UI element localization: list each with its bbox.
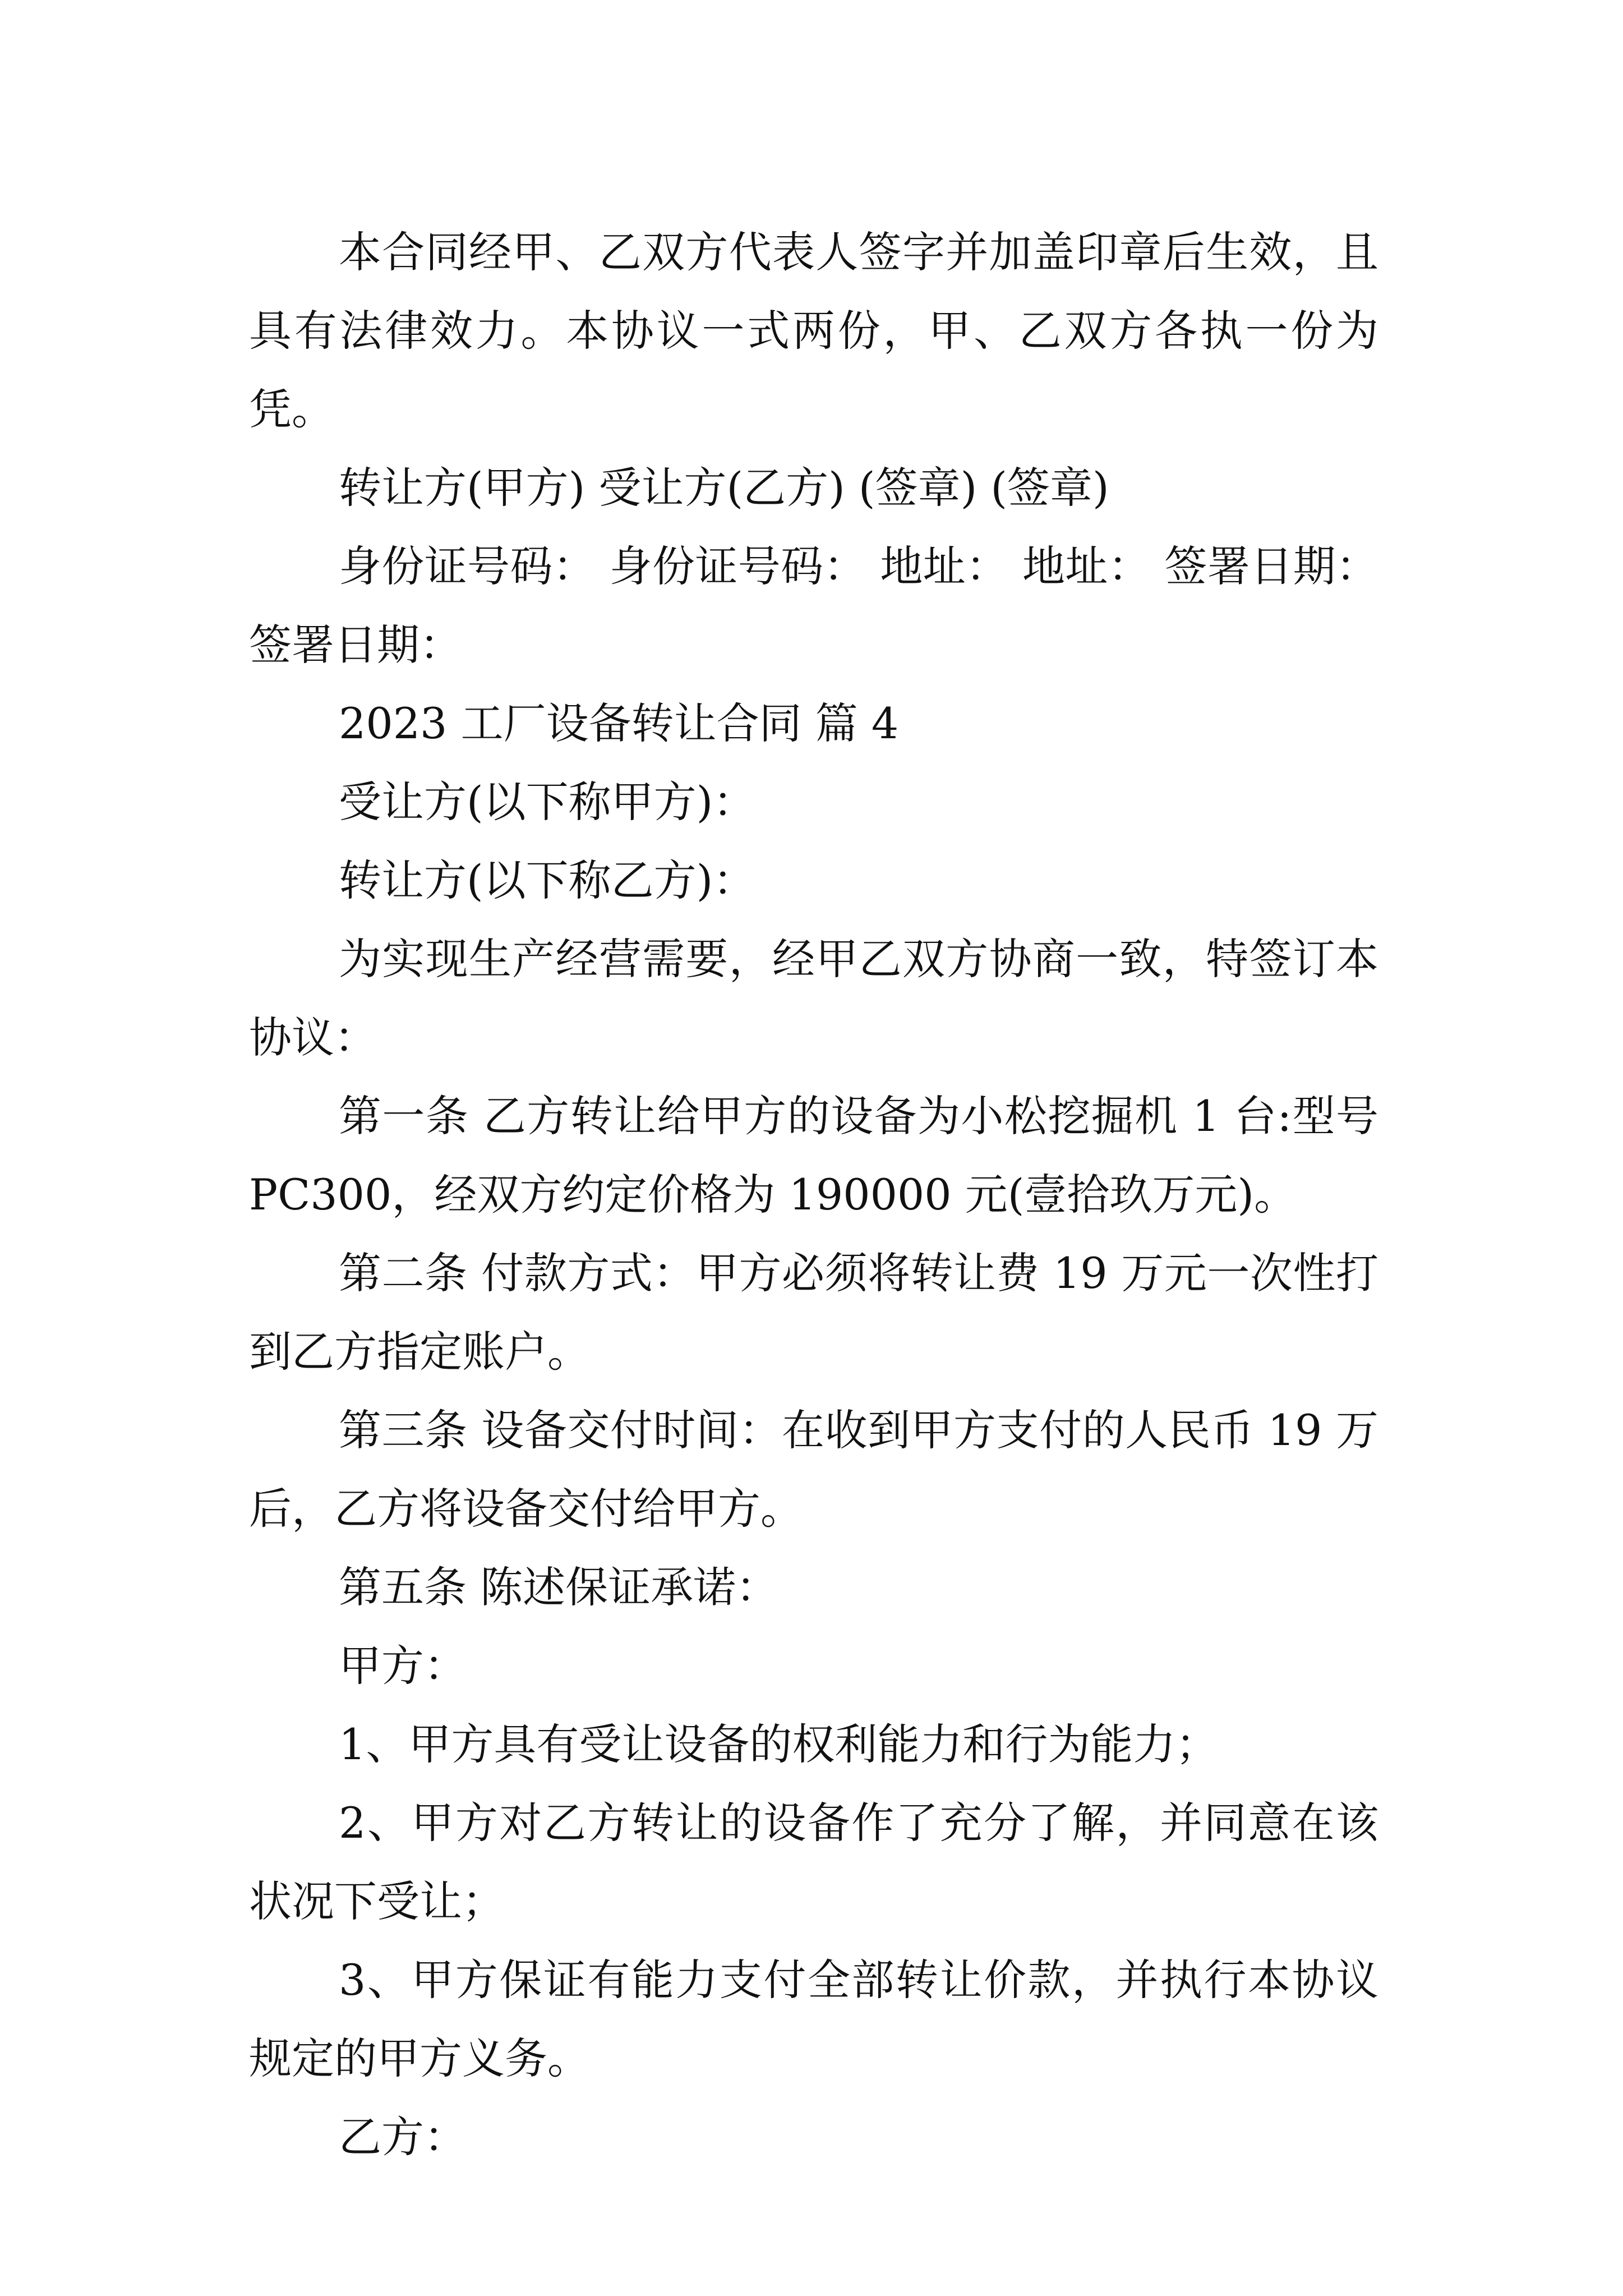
paragraph-party-b-heading: 乙方： xyxy=(339,2112,467,2162)
paragraph-party-a-item-2: 2、甲方对乙方转让的设备作了充分了解，并同意在该状况下受让； xyxy=(249,1798,1378,1926)
paragraph-article-1: 第一条 乙方转让给甲方的设备为小松挖掘机 1 台:型号 PC300，经双方约定价格为 190000 元(壹拾玖万元)。 xyxy=(249,1091,1378,1220)
paragraph-preamble: 为实现生产经营需要，经甲乙双方协商一致，特签订本协议： xyxy=(249,934,1378,1062)
paragraph-transferor: 转让方(以下称乙方)： xyxy=(339,855,756,905)
paragraph-signature-parties: 转让方(甲方) 受让方(乙方) (签章) (签章) xyxy=(339,463,1109,513)
paragraph-article-5: 第五条 陈述保证承诺： xyxy=(339,1562,779,1612)
paragraph-transferee: 受让方(以下称甲方)： xyxy=(339,777,756,827)
paragraph-article-3: 第三条 设备交付时间：在收到甲方支付的人民币 19 万后，乙方将设备交付给甲方。 xyxy=(249,1405,1378,1534)
paragraph-signature-details: 身份证号码： 身份证号码： 地址： 地址： 签署日期：签署日期： xyxy=(249,541,1378,670)
paragraph-party-a-heading: 甲方： xyxy=(339,1641,467,1691)
contract-section-title: 2023 工厂设备转让合同 篇 4 xyxy=(339,698,899,748)
paragraph-article-2: 第二条 付款方式：甲方必须将转让费 19 万元一次性打到乙方指定账户。 xyxy=(249,1248,1378,1377)
paragraph-party-a-item-1: 1、甲方具有受让设备的权利能力和行为能力； xyxy=(339,1719,1219,1769)
document-body xyxy=(249,213,1378,2177)
paragraph-party-a-item-3: 3、甲方保证有能力支付全部转让价款，并执行本协议规定的甲方义务。 xyxy=(249,1955,1378,2083)
paragraph-effectiveness: 本合同经甲、乙双方代表人签字并加盖印章后生效，且具有法律效力。本协议一式两份，甲、乙双方各执一份为凭。 xyxy=(249,227,1378,434)
